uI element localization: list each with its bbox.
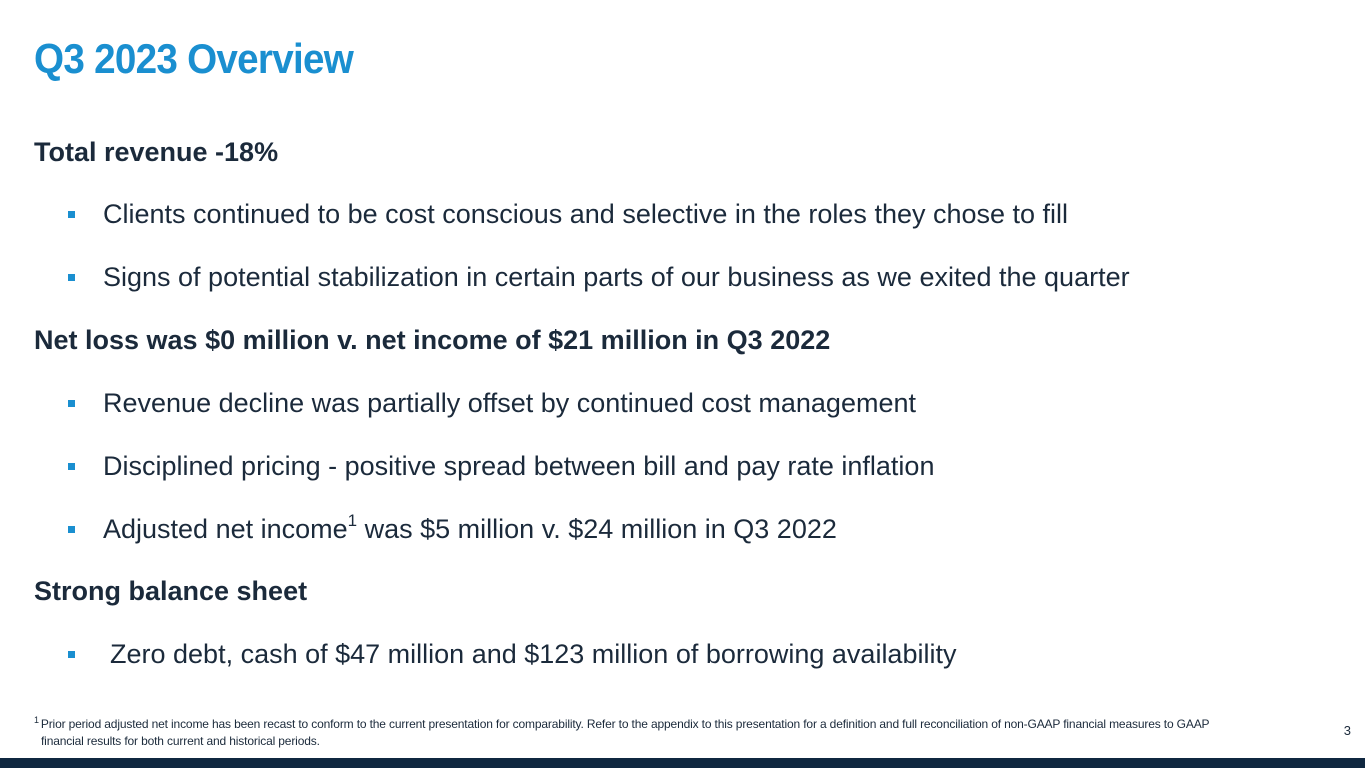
bullet-item (68, 512, 837, 546)
bullet-text (103, 512, 837, 546)
bullet-text: Signs of potential stabilization in certain parts of our business as we exited the quarter (103, 262, 1130, 292)
square-bullet-icon (68, 651, 75, 658)
square-bullet-icon (68, 211, 75, 218)
bullet-text: Disciplined pricing - positive spread between bill and pay rate inflation (103, 451, 935, 481)
bullet-text: Revenue decline was partially offset by continued cost management (103, 388, 916, 418)
footnote-line-1: Prior period adjusted net income has been recast to conform to the current presentation for comparability. Refer to the appendix to this presentation for a definition and full reconciliation of non-GAAP financial measures to GAAP (40, 717, 1210, 731)
bullet-item (68, 637, 956, 671)
square-bullet-icon (68, 526, 75, 533)
section-heading-balance-sheet: Strong balance sheet (34, 576, 308, 606)
footnote (34, 716, 1304, 750)
bullet-text-after: was $5 million v. $24 million in Q3 2022 (357, 514, 837, 544)
bullet-text: Clients continued to be cost conscious and selective in the roles they chose to fill (103, 199, 1069, 229)
bullet-item (68, 449, 934, 483)
square-bullet-icon (68, 463, 75, 470)
footnote-marker: 1 (34, 715, 39, 725)
square-bullet-icon (68, 400, 75, 407)
bullet-text: Zero debt, cash of $47 million and $123 million of borrowing availability (110, 639, 957, 669)
slide-title: Q3 2023 Overview (34, 35, 354, 82)
section-heading-revenue: Total revenue -18% (34, 137, 279, 167)
bullet-item (68, 260, 1130, 294)
bullet-item (68, 386, 916, 420)
page-number: 3 (1343, 723, 1351, 738)
bullet-text-before: Adjusted net income (103, 514, 348, 544)
bullet-item (68, 197, 1068, 231)
footnote-line-2: financial results for both current and historical periods. (41, 734, 320, 748)
bottom-bar (0, 758, 1365, 768)
section-heading-net-loss: Net loss was $0 million v. net income of $21 million in Q3 2022 (34, 325, 831, 355)
square-bullet-icon (68, 274, 75, 281)
footnote-reference: 1 (347, 511, 358, 530)
